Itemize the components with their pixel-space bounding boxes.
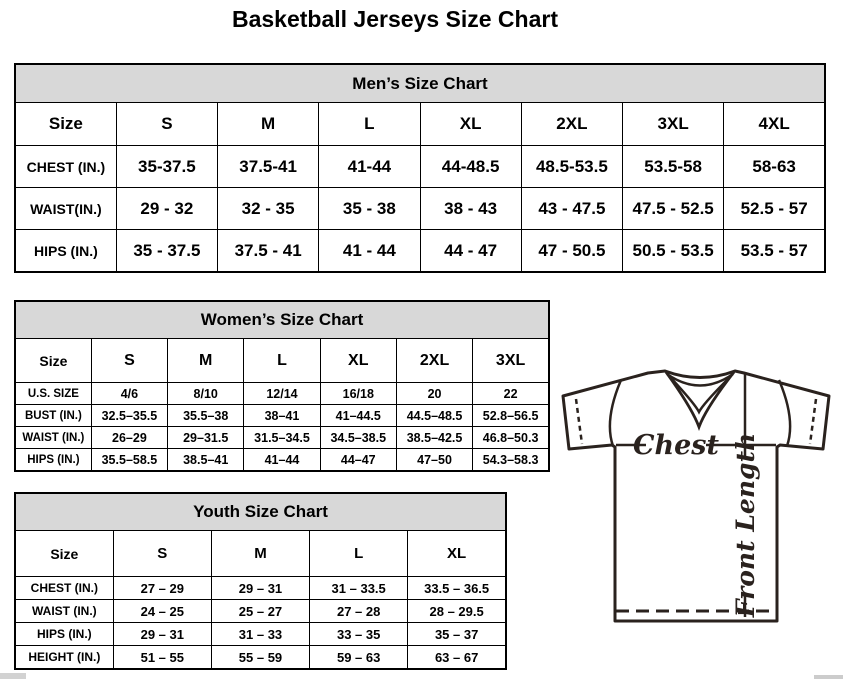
- size-value-cell: 53.5 - 57: [724, 230, 825, 273]
- size-label-header: Size: [15, 339, 91, 383]
- size-value-cell: 29 – 31: [113, 623, 211, 646]
- womens-chart-title: Women’s Size Chart: [15, 301, 549, 339]
- size-value-cell: 24 – 25: [113, 600, 211, 623]
- size-value-cell: 44.5–48.5: [396, 405, 472, 427]
- size-value-cell: 4/6: [91, 383, 167, 405]
- mens-table: [14, 63, 826, 273]
- row-label: WAIST (IN.): [15, 427, 91, 449]
- size-column-header: L: [310, 531, 408, 577]
- size-value-cell: 54.3–58.3: [473, 449, 549, 472]
- size-value-cell: 38.5–42.5: [396, 427, 472, 449]
- size-label-header: Size: [15, 531, 113, 577]
- size-column-header: M: [168, 339, 244, 383]
- size-column-header: 2XL: [521, 103, 622, 146]
- row-label: U.S. SIZE: [15, 383, 91, 405]
- size-column-header: S: [116, 103, 217, 146]
- size-column-header: 2XL: [396, 339, 472, 383]
- table-row: [15, 600, 506, 623]
- size-value-cell: 44-48.5: [420, 146, 521, 188]
- chest-measure-label: Chest: [633, 430, 719, 461]
- size-value-cell: 27 – 29: [113, 577, 211, 600]
- table-row: [15, 383, 549, 405]
- size-value-cell: 46.8–50.3: [473, 427, 549, 449]
- size-value-cell: 32 - 35: [218, 188, 319, 230]
- size-value-cell: 48.5-53.5: [521, 146, 622, 188]
- size-value-cell: 44 - 47: [420, 230, 521, 273]
- size-column-header: XL: [420, 103, 521, 146]
- size-label-header: Size: [15, 103, 116, 146]
- size-value-cell: 31.5–34.5: [244, 427, 320, 449]
- size-value-cell: 26–29: [91, 427, 167, 449]
- size-value-cell: 35 - 37.5: [116, 230, 217, 273]
- size-value-cell: 33.5 – 36.5: [408, 577, 506, 600]
- size-value-cell: 33 – 35: [310, 623, 408, 646]
- table-row: [15, 188, 825, 230]
- size-value-cell: 52.8–56.5: [473, 405, 549, 427]
- row-label: WAIST (IN.): [15, 600, 113, 623]
- size-value-cell: 29 - 32: [116, 188, 217, 230]
- table-row: [15, 577, 506, 600]
- size-value-cell: 35 – 37: [408, 623, 506, 646]
- size-value-cell: 38 - 43: [420, 188, 521, 230]
- size-value-cell: 52.5 - 57: [724, 188, 825, 230]
- bottom-left-scrollbar-fragment: [0, 673, 26, 679]
- size-value-cell: 37.5 - 41: [218, 230, 319, 273]
- size-value-cell: 35.5–58.5: [91, 449, 167, 472]
- size-value-cell: 20: [396, 383, 472, 405]
- size-value-cell: 8/10: [168, 383, 244, 405]
- table-row: [15, 623, 506, 646]
- size-value-cell: 44–47: [320, 449, 396, 472]
- size-column-header: 3XL: [473, 339, 549, 383]
- womens-table: [14, 300, 550, 472]
- mens-size-chart-table: [14, 63, 826, 273]
- table-row: [15, 427, 549, 449]
- left-cuff-dashed-line: [576, 399, 582, 444]
- size-value-cell: 22: [473, 383, 549, 405]
- size-value-cell: 12/14: [244, 383, 320, 405]
- row-label: CHEST (IN.): [15, 577, 113, 600]
- youth-table: [14, 492, 507, 670]
- size-value-cell: 47 - 50.5: [521, 230, 622, 273]
- table-row: [15, 146, 825, 188]
- size-value-cell: 35-37.5: [116, 146, 217, 188]
- right-armhole-seam: [779, 380, 790, 446]
- row-label: HEIGHT (IN.): [15, 646, 113, 670]
- table-row: [15, 449, 549, 472]
- row-label: HIPS (IN.): [15, 230, 116, 273]
- table-row: [15, 230, 825, 273]
- size-value-cell: 27 – 28: [310, 600, 408, 623]
- collar-v-inner: [671, 378, 729, 412]
- size-value-cell: 28 – 29.5: [408, 600, 506, 623]
- row-label: BUST (IN.): [15, 405, 91, 427]
- right-cuff-dashed-line: [810, 399, 816, 444]
- page-title: Basketball Jerseys Size Chart: [231, 6, 558, 32]
- table-row: [15, 646, 506, 670]
- left-armhole-seam: [610, 380, 621, 446]
- size-value-cell: 41-44: [319, 146, 420, 188]
- size-value-cell: 41–44: [244, 449, 320, 472]
- size-value-cell: 38–41: [244, 405, 320, 427]
- size-value-cell: 35.5–38: [168, 405, 244, 427]
- front-length-measure-label: Front Length: [731, 432, 760, 618]
- size-value-cell: 43 - 47.5: [521, 188, 622, 230]
- mens-chart-title: Men’s Size Chart: [15, 64, 825, 103]
- size-column-header: S: [91, 339, 167, 383]
- size-column-header: XL: [320, 339, 396, 383]
- youth-size-chart-table: [14, 492, 507, 670]
- size-value-cell: 29 – 31: [211, 577, 309, 600]
- size-value-cell: 35 - 38: [319, 188, 420, 230]
- size-value-cell: 59 – 63: [310, 646, 408, 670]
- size-value-cell: 34.5–38.5: [320, 427, 396, 449]
- bottom-right-scrollbar-fragment: [814, 675, 843, 679]
- row-label: HIPS (IN.): [15, 449, 91, 472]
- size-value-cell: 16/18: [320, 383, 396, 405]
- womens-size-chart-table: [14, 300, 550, 472]
- jersey-measurement-diagram: [553, 352, 843, 637]
- size-value-cell: 32.5–35.5: [91, 405, 167, 427]
- size-value-cell: 58-63: [724, 146, 825, 188]
- size-value-cell: 41–44.5: [320, 405, 396, 427]
- size-value-cell: 63 – 67: [408, 646, 506, 670]
- size-value-cell: 31 – 33: [211, 623, 309, 646]
- size-column-header: L: [319, 103, 420, 146]
- size-column-header: 3XL: [623, 103, 724, 146]
- size-value-cell: 37.5-41: [218, 146, 319, 188]
- size-value-cell: 47–50: [396, 449, 472, 472]
- size-value-cell: 53.5-58: [623, 146, 724, 188]
- youth-chart-title: Youth Size Chart: [15, 493, 506, 531]
- size-value-cell: 31 – 33.5: [310, 577, 408, 600]
- size-value-cell: 41 - 44: [319, 230, 420, 273]
- size-value-cell: 50.5 - 53.5: [623, 230, 724, 273]
- size-column-header: L: [244, 339, 320, 383]
- size-value-cell: 25 – 27: [211, 600, 309, 623]
- size-column-header: XL: [408, 531, 506, 577]
- row-label: WAIST(IN.): [15, 188, 116, 230]
- size-value-cell: 47.5 - 52.5: [623, 188, 724, 230]
- size-value-cell: 29–31.5: [168, 427, 244, 449]
- size-value-cell: 38.5–41: [168, 449, 244, 472]
- size-column-header: M: [218, 103, 319, 146]
- size-value-cell: 55 – 59: [211, 646, 309, 670]
- size-column-header: S: [113, 531, 211, 577]
- table-row: [15, 405, 549, 427]
- row-label: HIPS (IN.): [15, 623, 113, 646]
- size-value-cell: 51 – 55: [113, 646, 211, 670]
- size-column-header: M: [211, 531, 309, 577]
- size-column-header: 4XL: [724, 103, 825, 146]
- row-label: CHEST (IN.): [15, 146, 116, 188]
